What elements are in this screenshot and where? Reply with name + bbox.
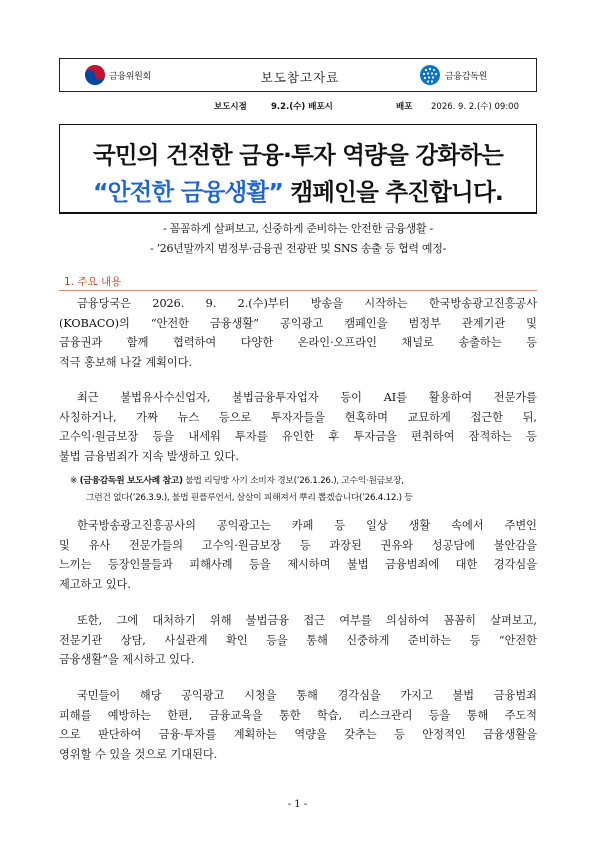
text-line: 또한, 그에 대처하기 위해 불법금융 접근 여부를 의심하여 꼼꼼히 살펴보고, — [77, 614, 537, 627]
fss-globe-logo-icon — [418, 64, 442, 86]
fsc-name: 금융위원회 — [109, 71, 151, 82]
text-line: 제고하고 있다. — [59, 578, 131, 592]
text-line: 전문기관 상담, 사실관계 확인 등을 통해 신중하게 준비하는 등 “안전한 — [59, 633, 537, 647]
release-time-value: 9.2.(수) 배포시 — [271, 102, 333, 112]
page-number: - 1 - — [287, 799, 308, 810]
text-line: 최근 불법유사수신업자, 불법금융투자업자 등이 AI를 활용하여 전문가를 — [77, 391, 537, 404]
note-line-2: 그런건 없다(’26.3.9.), 불법 핀플루언서, 살살이 피해져서 뿌리 뽑겠습니다(’26.4.12.) 등 — [86, 493, 413, 503]
subtitle-2: - ’26년말까지 범정부·금융권 전광판 및 SNS 송출 등 협력 예정- — [149, 242, 447, 255]
paragraph-3 — [59, 516, 537, 595]
title-box — [59, 124, 537, 214]
paragraph-4 — [59, 611, 537, 670]
release-time-label: 보도시점 — [214, 102, 247, 112]
title-line-2-rest: 캠페인을 추진합니다. — [282, 178, 503, 206]
text-line: 느끼는 등장인물들과 피해사례 등을 제시하며 불법 금융범죄에 대한 경각심을 — [59, 558, 537, 572]
text-line: 고수익·원금보장 등을 내세워 투자를 유인한 후 투자금을 편취하여 잠적하는 등 — [59, 430, 537, 444]
text-line: 및 유사 전문가들의 고수익·원금보장 등 과장된 권유와 성공담에 불안감을 — [59, 538, 537, 552]
text-line: 피해를 예방하는 한편, 금융교육을 통한 학습, 리스크관리 등을 통해 주도적 — [59, 708, 537, 722]
section-heading: 1. 주요 내용 — [64, 276, 122, 288]
section-divider — [59, 290, 537, 291]
distribution-value: 2026. 9. 2.(수) 09:00 — [431, 102, 519, 112]
note-marker: ※ — [70, 476, 78, 486]
taegeuk-emblem-icon — [84, 64, 106, 86]
paragraph-1 — [59, 294, 537, 373]
note-line-1-rest: 불법 리딩방 사기 소비자 경보(’26.1.26.), 고수익·원금보장, — [182, 476, 404, 486]
paragraph-5 — [59, 686, 537, 765]
title-line-2 — [60, 173, 536, 207]
document-type: 보도참고자료 — [260, 70, 340, 85]
release-info — [59, 100, 537, 114]
text-line: 으로 판단하여 금융·투자를 계획하는 역량을 갖추는 등 안정적인 금융생활을 — [59, 728, 537, 742]
text-line: 한국방송광고진흥공사의 공익광고는 카페 등 일상 생활 속에서 주변인 — [77, 519, 537, 532]
fss-name: 금융감독원 — [445, 71, 487, 82]
title-line-1: 국민의 건전한 금융·투자 역량을 강화하는 — [93, 141, 503, 169]
subtitle-1: - 꼼꼼하게 살펴보고, 신중하게 준비하는 안전한 금융생활 - — [163, 222, 433, 235]
text-line: 적극 홍보해 나갈 계획이다. — [59, 356, 193, 370]
paragraph-2 — [59, 388, 537, 467]
distribution-label: 배포 — [396, 102, 413, 112]
text-line: 불법 금융범죄가 지속 발생하고 있다. — [59, 450, 239, 464]
text-line: 국민들이 해당 공익광고 시청을 통해 경각심을 가지고 불법 금융범죄 — [77, 689, 537, 702]
title-highlight: “안전한 금융생활” — [93, 178, 283, 206]
header-box — [59, 58, 537, 92]
text-line: (KOBACO)의 “안전한 금융생활” 공익광고 캠페인을 범정부 관계기관 및 — [59, 316, 537, 330]
text-line: 금융권과 함께 협력하여 다양한 온라인·오프라인 채널로 송출하는 등 — [59, 336, 537, 350]
text-line: 금융생활”을 제시하고 있다. — [59, 653, 195, 667]
text-line: 금융당국은 2026. 9. 2.(수)부터 방송을 시작하는 한국방송광고진흥공사 — [77, 297, 537, 310]
note-line-1 — [70, 473, 540, 490]
reference-note — [70, 473, 540, 507]
note-source: (금융감독원 보도사례 참고) — [79, 476, 183, 486]
text-line: 사칭하거나, 가짜 뉴스 등으로 투자자들을 현혹하며 교묘하게 접근한 뒤, — [59, 410, 537, 424]
fsc-logo — [84, 64, 151, 86]
fss-logo — [418, 64, 487, 86]
text-line: 영위할 수 있을 것으로 기대된다. — [59, 748, 218, 762]
